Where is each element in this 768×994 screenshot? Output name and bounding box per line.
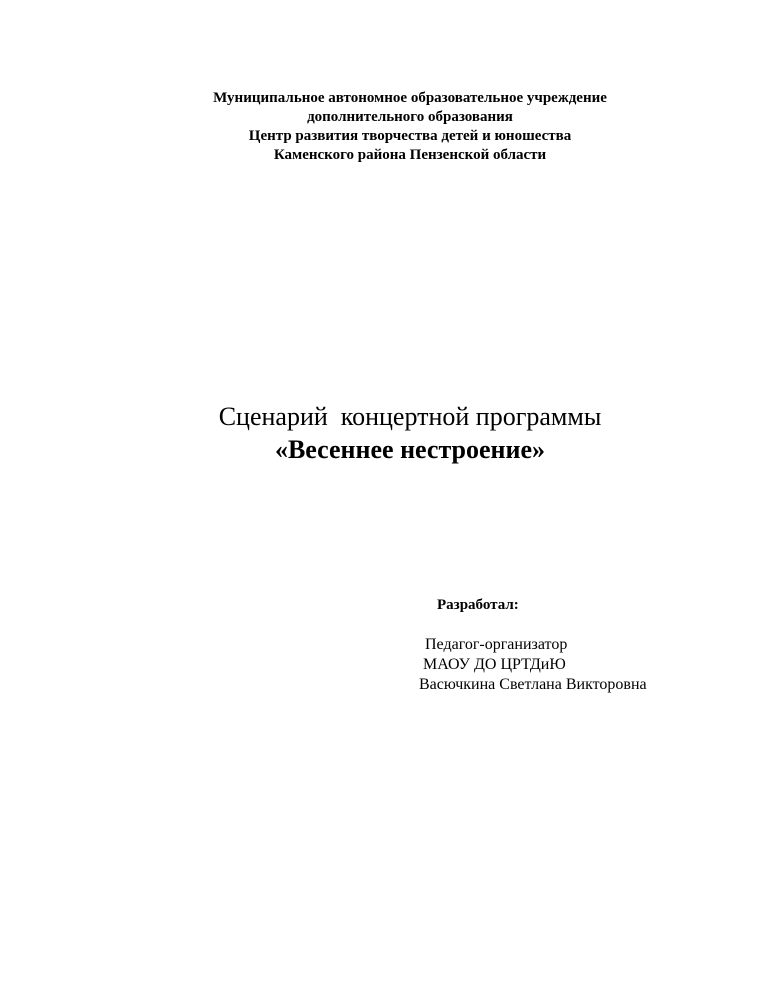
- organization-line: Каменского района Пензенской области: [273, 147, 547, 163]
- document-title: [0, 400, 768, 466]
- title-line: Сценарий концертной программы: [218, 402, 602, 431]
- author-position: Педагог-организатор: [425, 636, 568, 653]
- organization-header: [0, 89, 768, 165]
- author-organization: МАОУ ДО ЦРТДиЮ: [423, 656, 566, 673]
- title-name: «Весеннее нестроение»: [274, 435, 546, 464]
- organization-line: Муниципальное автономное образовательное учреждение: [213, 90, 607, 106]
- author-name: Васючкина Светлана Викторовна: [419, 676, 647, 693]
- organization-line: Центр развития творчества детей и юношества: [248, 128, 572, 144]
- organization-line: дополнительного образования: [307, 109, 513, 125]
- author-label: Разработал:: [437, 597, 519, 613]
